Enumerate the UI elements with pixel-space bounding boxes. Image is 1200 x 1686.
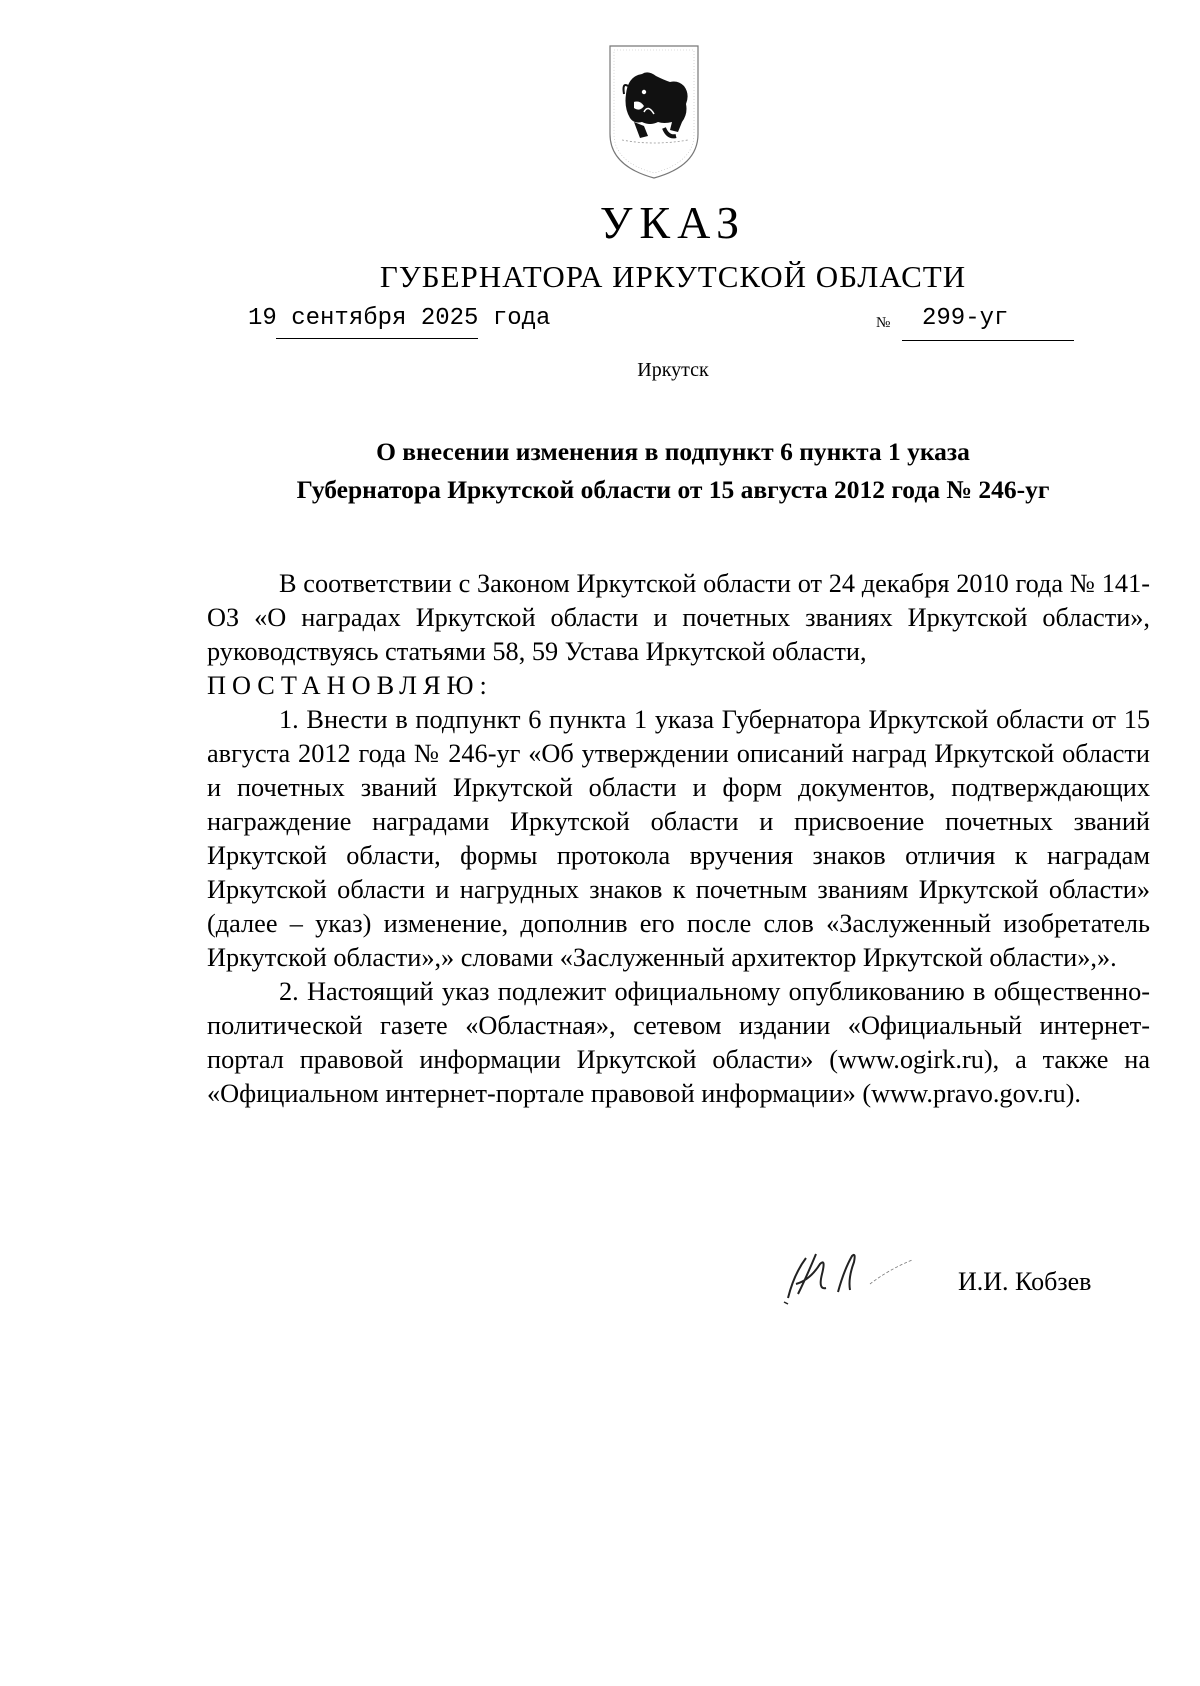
issuer-title: ГУБЕРНАТОРА ИРКУТСКОЙ ОБЛАСТИ xyxy=(379,259,967,294)
number-underline xyxy=(902,340,1074,341)
heading-line-1: О внесении изменения в подпункт 6 пункта 1 указа xyxy=(376,437,970,466)
decree-type-title: УКАЗ xyxy=(599,197,747,248)
coat-of-arms-icon xyxy=(604,42,704,182)
heading-line-2: Губернатора Иркутской области от 15 августа 2012 года № 246-уг xyxy=(296,475,1050,504)
decree-date: 19 сентября 2025 года xyxy=(248,305,551,332)
decree-number: 299-уг xyxy=(922,305,1009,332)
item-1-paragraph: 1. Внести в подпункт 6 пункта 1 указа Губернатора Иркутской области от 15 августа 2012 года № 246-уг «Об утверждении описаний наград Иркутской области и почетных званий Иркутской области и форм документов, подтверждающих награждение наградами Иркутской области и присвоение почетных званий Иркутской области, формы протокола вручения знаков отличия к наградам Иркутской области и нагрудных знаков к почетным званиям Иркутской области» (далее – указ) изменение, дополнив его после слов «Заслуженный изобретатель Иркутской области»,» словами «Заслуженный архитектор Иркутской области»,». xyxy=(207,705,1150,972)
date-underline xyxy=(276,338,478,339)
city-name: Иркутск xyxy=(637,359,709,381)
number-sign: № xyxy=(876,315,891,331)
decree-body xyxy=(207,567,1150,1111)
decree-number-field xyxy=(876,304,1076,344)
resolve-word: ПОСТАНОВЛЯЮ: xyxy=(207,671,493,700)
preamble-paragraph: В соответствии с Законом Иркутской области от 24 декабря 2010 года № 141-ОЗ «О наградах Иркутской области и почетных званиях Иркутской области», руководствуясь статьями 58, 59 Устава Иркутской области, xyxy=(207,569,1150,666)
handwritten-signature xyxy=(776,1244,946,1314)
item-2-paragraph: 2. Настоящий указ подлежит официальному опубликованию в общественно-политической газете «Областная», сетевом издании «Официальный интернет-портал правовой информации Иркутской области» (www.ogirk.ru), а также на «Официальном интернет-портале правовой информации» (www.pravo.gov.ru). xyxy=(207,977,1150,1108)
decree-heading xyxy=(180,433,1166,509)
signer-name: И.И. Кобзев xyxy=(958,1267,1092,1296)
